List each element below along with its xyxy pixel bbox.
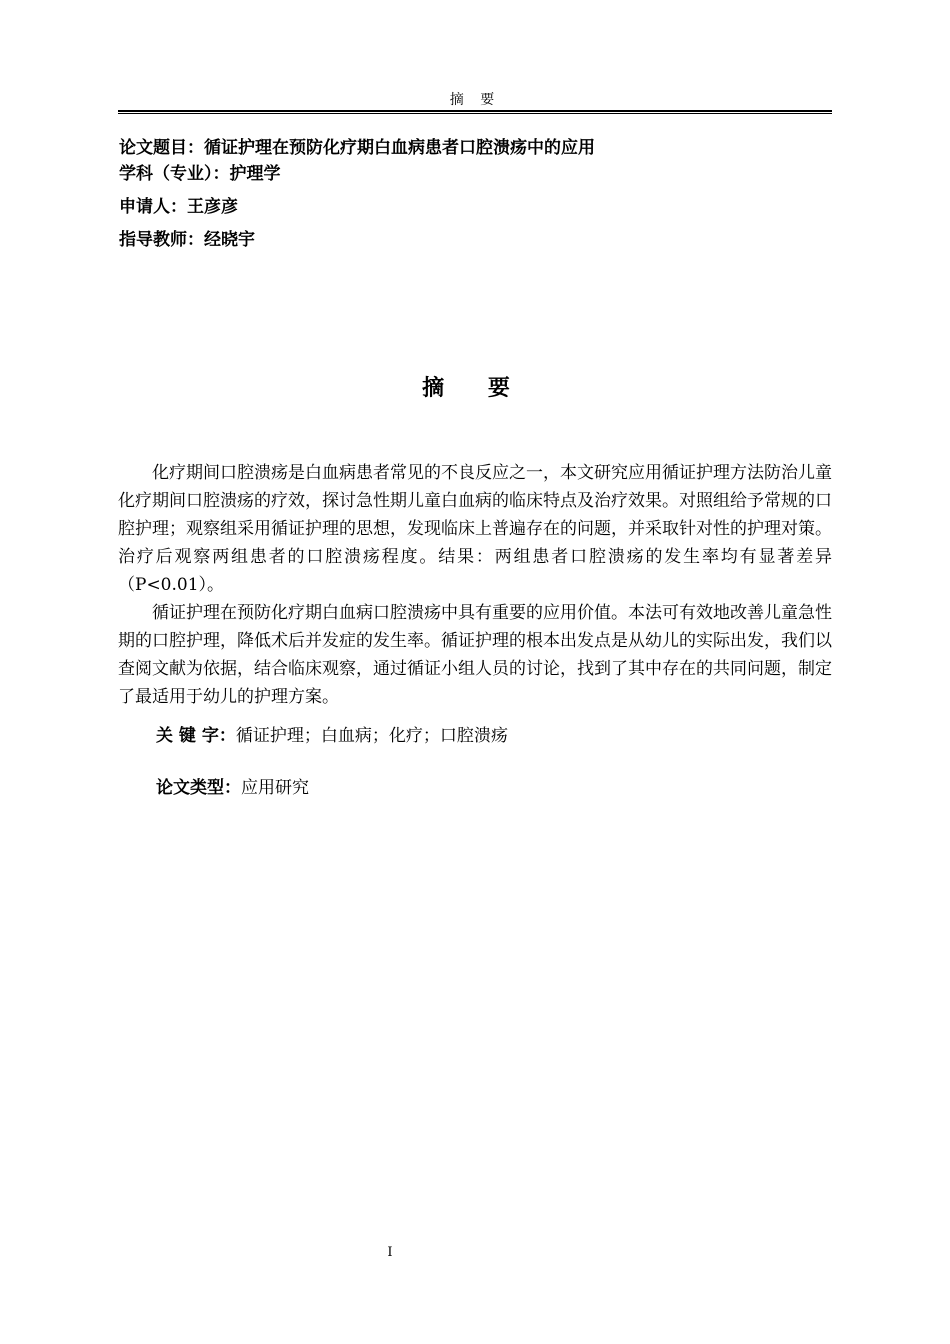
page-number: I xyxy=(387,1245,393,1260)
running-header: 摘 要 xyxy=(449,92,501,108)
paper-type-row xyxy=(156,774,309,802)
header-rule xyxy=(118,110,832,114)
paper-type-value: 应用研究 xyxy=(241,778,309,798)
thesis-meta xyxy=(119,136,833,252)
advisor: 指导教师：经晓宇 xyxy=(119,230,255,250)
keywords-row xyxy=(156,722,508,750)
thesis-title: 论文题目：循证护理在预防化疗期白血病患者口腔溃疡中的应用 xyxy=(119,138,595,158)
keywords-label: 关 键 字： xyxy=(156,726,236,746)
abstract-paragraph: 化疗期间口腔溃疡是白血病患者常见的不良反应之一，本文研究应用循证护理方法防治儿童化疗期间口腔溃疡的疗效，探讨急性期儿童白血病的临床特点及治疗效果。对照组给予常规的口腔护理；观察组采用循证护理的思想，发现临床上普遍存在的问题，并采取针对性的护理对策。治疗后观察两组患者的口腔溃疡程度。结果：两组患者口腔溃疡的发生率均有显著差异（P<0.01）。 xyxy=(118,463,832,595)
discipline: 学科（专业）：护理学 xyxy=(119,164,281,184)
abstract-paragraph: 循证护理在预防化疗期白血病口腔溃疡中具有重要的应用价值。本法可有效地改善儿童急性期的口腔护理，降低术后并发症的发生率。循证护理的根本出发点是从幼儿的实际出发，我们以查阅文献为依据，结合临床观察，通过循证小组人员的讨论，找到了其中存在的共同问题，制定了最适用于幼儿的护理方案。 xyxy=(118,603,832,707)
abstract-body xyxy=(118,459,832,711)
keywords-value: 循证护理；白血病；化疗；口腔溃疡 xyxy=(235,726,508,746)
abstract-heading: 摘 要 xyxy=(422,376,528,401)
applicant: 申请人：王彦彦 xyxy=(119,197,238,217)
paper-type-label: 论文类型： xyxy=(156,778,241,798)
